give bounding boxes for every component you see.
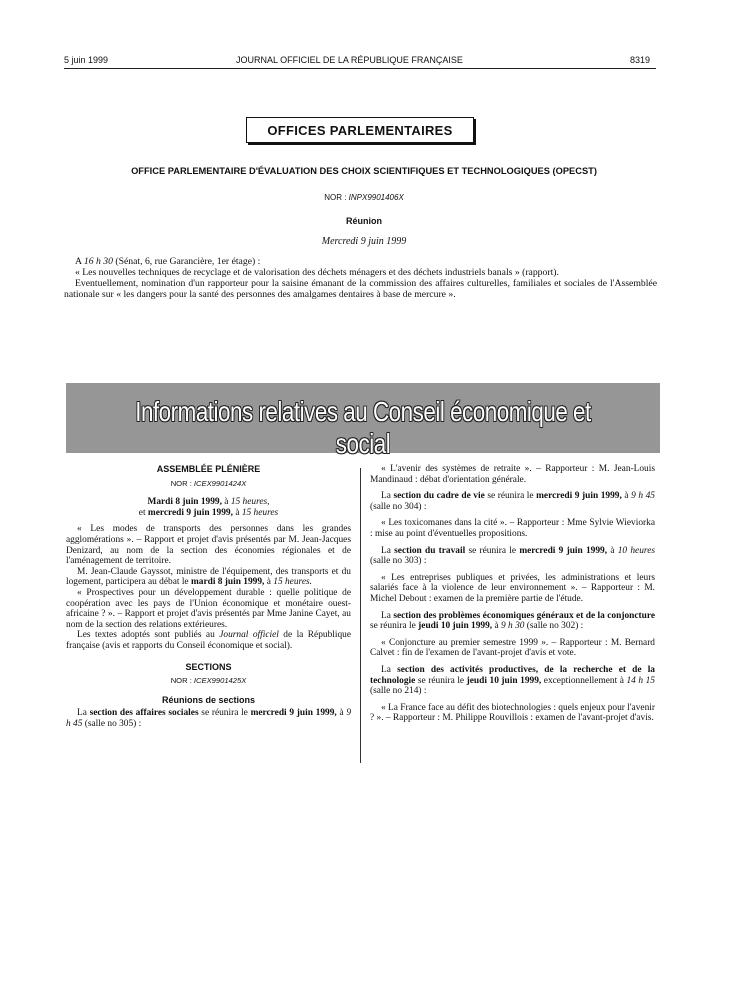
text: mercredi 9 juin 1999, <box>519 545 608 556</box>
paragraph <box>370 611 655 632</box>
text: La <box>381 545 395 556</box>
banner-title: Informations relatives au Conseil économique et social <box>135 396 591 459</box>
nor-code: ICEX9901424X <box>193 478 247 488</box>
section-banner <box>66 383 660 459</box>
paragraph <box>66 567 351 588</box>
text: section des activités productives, de la recherche et de la technologie <box>370 664 655 686</box>
text: mercredi 9 juin 1999, <box>536 491 622 502</box>
text: 9 h 45 <box>66 708 352 729</box>
text: de la République française (avis et rapports du Conseil économique et social). <box>66 630 351 651</box>
paragraph: « Conjoncture au premier semestre 1999 ». – Rapporteur : M. Bernard Calvet : fin de l'examen de l'avant-projet d'avis et vote. <box>370 637 655 659</box>
text: section du travail <box>394 545 466 556</box>
text: mercredi 9 juin 1999, <box>147 507 233 518</box>
text: se réunira le <box>198 708 251 719</box>
text: La <box>381 664 398 675</box>
meetings-heading: Réunions de sections <box>161 694 256 705</box>
text: (Sénat, 6, rue Garancière, 1er étage) : <box>112 256 261 267</box>
text: jeudi 10 juin 1999, <box>418 621 493 632</box>
text: et <box>138 507 148 518</box>
running-header-date: 5 juin 1999 <box>64 55 109 65</box>
assembly-date-line-2 <box>66 508 351 519</box>
opecst-paragraph: « Les nouvelles techniques de recyclage et de valorisation des déchets ménagers et des déchets industriels banals » (rapport). <box>75 267 559 278</box>
running-header-journal: JOURNAL OFFICIEL DE LA RÉPUBLIQUE FRANÇAISE <box>236 55 463 65</box>
opecst-paragraph <box>64 256 657 267</box>
paragraph <box>370 665 655 697</box>
paragraph: « L'avenir des systèmes de retraite ». – Rapporteur : M. Jean-Louis Mandinaud : débat d'orientation générale. <box>370 464 655 485</box>
nor-code: ICEX9901425X <box>193 676 247 686</box>
offices-heading: OFFICES PARLEMENTAIRES <box>246 117 474 143</box>
text: 9 h 45 <box>631 491 655 502</box>
text: mercredi 9 juin 1999, <box>250 708 337 719</box>
text: jeudi 10 juin 1999, <box>466 675 542 686</box>
paragraph: « La France face au défit des biotechnologies : quels enjeux pour l'avenir ? ». – Rapporteur : M. Philippe Rouvillois : examen de l'avant-projet d'avis. <box>370 702 655 724</box>
meeting-heading: Réunion <box>346 216 382 226</box>
text: M. Jean-Claude Gayssot, ministre de l'équipement, des transports et du logement, participera au débat le <box>66 566 351 588</box>
right-column <box>370 464 655 730</box>
text: (salle no 214) : <box>370 686 427 697</box>
text: (salle no 304) : <box>370 501 427 512</box>
text: se réunira le <box>415 675 467 686</box>
text: (salle no 302) : <box>524 621 584 632</box>
nor-code: INPX9901406X <box>348 193 404 202</box>
nor-label: NOR : <box>170 478 194 488</box>
text: se réunira le <box>370 621 419 632</box>
text: 15 heures, <box>230 497 270 508</box>
assembly-date-line-1 <box>66 497 351 508</box>
text: se réunira le <box>484 491 537 502</box>
text: 9 h 30 <box>501 621 525 632</box>
paragraph <box>66 630 351 651</box>
text: se réunira le <box>465 545 520 556</box>
text: à <box>492 621 501 632</box>
text: à <box>607 545 618 556</box>
text: La <box>381 610 394 621</box>
text: 14 h 15 <box>626 675 655 686</box>
text: Journal officiel <box>219 630 279 641</box>
text: à <box>621 491 632 502</box>
text: 10 heures <box>617 545 655 556</box>
text: à <box>264 577 274 588</box>
text: 15 heures <box>241 507 279 518</box>
left-column <box>66 464 351 729</box>
text: mardi 8 juin 1999, <box>190 577 265 588</box>
sections-nor <box>66 676 351 687</box>
nor-label: NOR : <box>324 193 349 202</box>
opecst-title: OFFICE PARLEMENTAIRE D'ÉVALUATION DES CHOIX SCIENTIFIQUES ET TECHNOLOGIQUES (OPECST) <box>131 166 597 176</box>
column-divider <box>360 468 361 763</box>
opecst-nor <box>64 193 664 202</box>
page-number: 8319 <box>630 55 651 65</box>
assembly-nor <box>66 479 351 490</box>
text: La <box>381 491 394 502</box>
paragraph: « Les entreprises publiques et privées, les administrations et leurs salariés face à la violence de leur environnement ». – Rapporteur : M. Michel Debout : examen de la première partie de l'étude. <box>370 572 655 604</box>
paragraph <box>370 546 655 567</box>
text: Mardi 8 juin 1999, <box>147 497 222 508</box>
paragraph <box>370 491 655 512</box>
paragraph <box>66 708 351 729</box>
paragraph: « Les toxicomanes dans la cité ». – Rapporteur : Mme Sylvie Wieviorka : mise au point d'éventuelles propositions. <box>370 518 655 539</box>
text: à <box>336 708 347 719</box>
header-rule <box>64 68 656 69</box>
text: à <box>232 507 242 518</box>
paragraph: « Les modes de transports des personnes dans les grandes agglomérations ». – Rapport et projet d'avis présentés par M. Jean-Jacques Denizard, au nom de la section des économies régionales et de l'aménagement de territoire. <box>66 524 351 567</box>
meeting-date: Mercredi 9 juin 1999 <box>321 236 407 247</box>
text: à <box>221 497 231 508</box>
text: (salle no 305) : <box>82 718 142 729</box>
meeting-time: 16 h 30 <box>83 256 113 267</box>
opecst-body <box>64 256 657 300</box>
sections-heading: SECTIONS <box>185 661 232 672</box>
paragraph: « Prospectives pour un développement durable : quelle politique de coopération avec les pays de l'Union économique et monétaire ouest-africaine ? ». – Rapport et projet d'avis présentés par Mme Janine Cayet, au nom de la section des relations extérieures. <box>66 587 351 630</box>
opecst-paragraph: Eventuellement, nomination d'un rapporteur pour la saisine émanant de la commission des affaires culturelles, familiales et sociales de l'Assemblée nationale sur « les dangers pour la santé des personnes des amalgames dentaires à base de mercure ». <box>64 278 657 300</box>
text: section des problèmes économiques généraux et de la conjoncture <box>393 610 655 621</box>
text: La <box>77 708 90 719</box>
text: section des affaires sociales <box>89 708 199 719</box>
text: (salle no 303) : <box>370 556 427 567</box>
text: 15 heures. <box>273 577 312 588</box>
text: A <box>75 256 84 267</box>
assembly-heading: ASSEMBLÉE PLÉNIÈRE <box>156 464 261 474</box>
text: section du cadre de vie <box>393 491 485 502</box>
text: Les textes adoptés sont publiés au <box>77 630 220 641</box>
nor-label: NOR : <box>170 676 194 686</box>
text: exceptionnellement à <box>541 675 627 686</box>
